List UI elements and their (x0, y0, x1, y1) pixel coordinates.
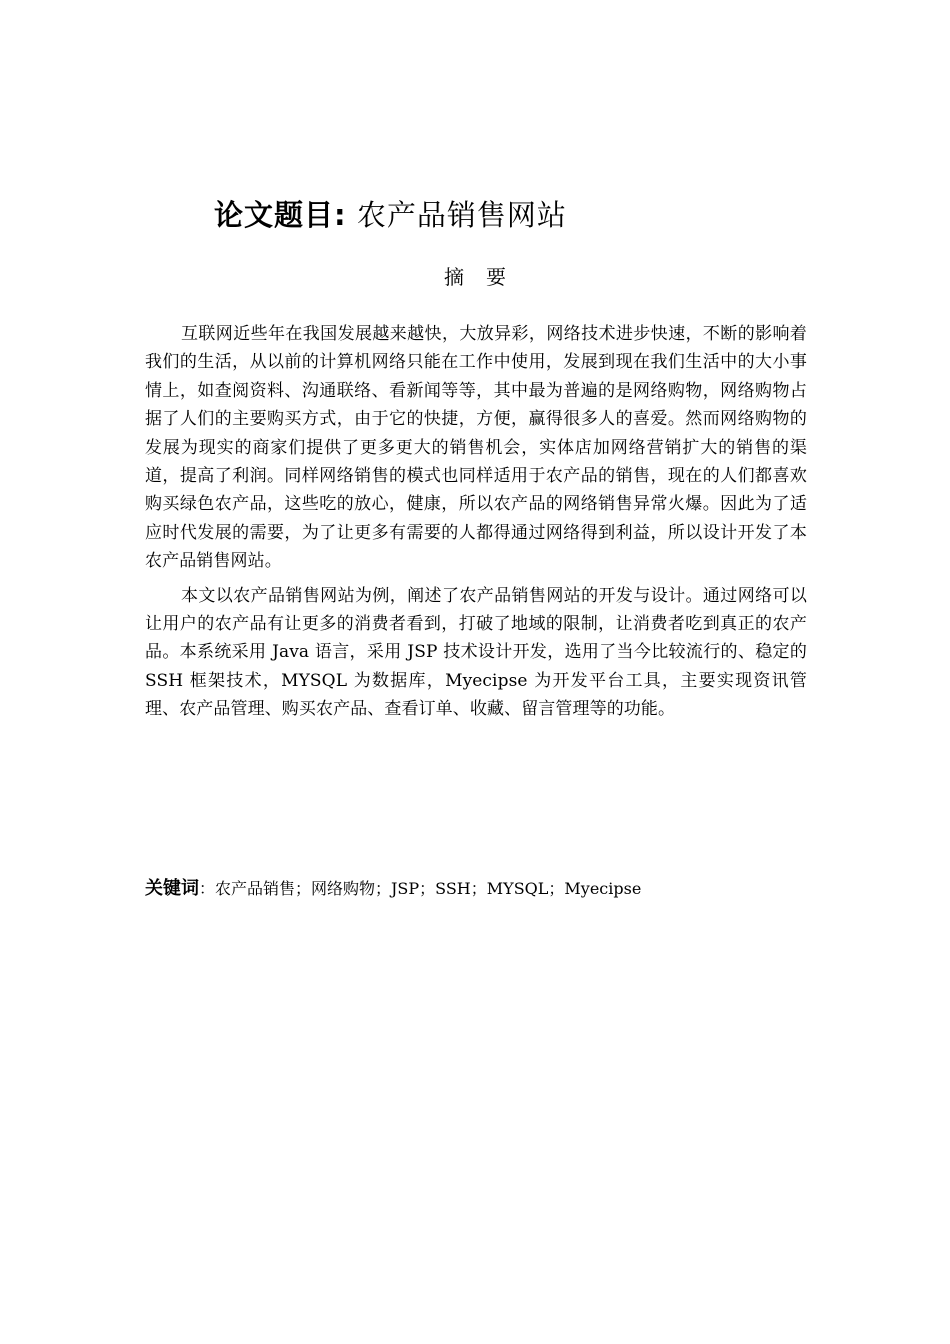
abstract-paragraph-2: 本文以农产品销售网站为例，阐述了农产品销售网站的开发与设计。通过网络可以让用户的农产品有让更多的消费者看到，打破了地域的限制，让消费者吃到真正的农产品。本系统采用 Java 语言，采用 JSP 技术设计开发，选用了当今比较流行的、稳定的 SSH 框架技术，MYSQL 为数据库，Myecipse 为开发平台工具，主要实现资讯管理、农产品管理、购买农产品、查看订单、收藏、留言管理等的功能。 (145, 585, 807, 720)
keywords-value: 农产品销售；网络购物；JSP；SSH；MYSQL；Myecipse (215, 879, 642, 898)
abstract-paragraph-1: 互联网近些年在我国发展越来越快，大放异彩，网络技术进步快速，不断的影响着我们的生活，从以前的计算机网络只能在工作中使用，发展到现在我们生活中的大小事情上，如查阅资料、沟通联络、看新闻等等，其中最为普遍的是网络购物，网络购物占据了人们的主要购买方式，由于它的快捷，方便，赢得很多人的喜爱。然而网络购物的发展为现实的商家们提供了更多更大的销售机会，实体店加网络营销扩大的销售的渠道，提高了利润。同样网络销售的模式也同样适用于农产品的销售，现在的人们都喜欢购买绿色农产品，这些吃的放心，健康，所以农产品的网络销售异常火爆。因此为了适应时代发展的需要，为了让更多有需要的人都得通过网络得到利益，所以设计开发了本农产品销售网站。 (145, 324, 807, 572)
abstract-body (145, 320, 807, 730)
thesis-title-label: 论文题目 (214, 198, 335, 232)
keywords-label: 关键词 (145, 878, 199, 899)
thesis-title-value: 农产品销售网站 (356, 198, 567, 232)
keywords-separator: ： (199, 879, 216, 898)
abstract-heading: 摘要 (444, 265, 528, 289)
thesis-title-separator: : (334, 198, 347, 232)
keywords-line (145, 874, 641, 904)
thesis-title (214, 193, 567, 237)
